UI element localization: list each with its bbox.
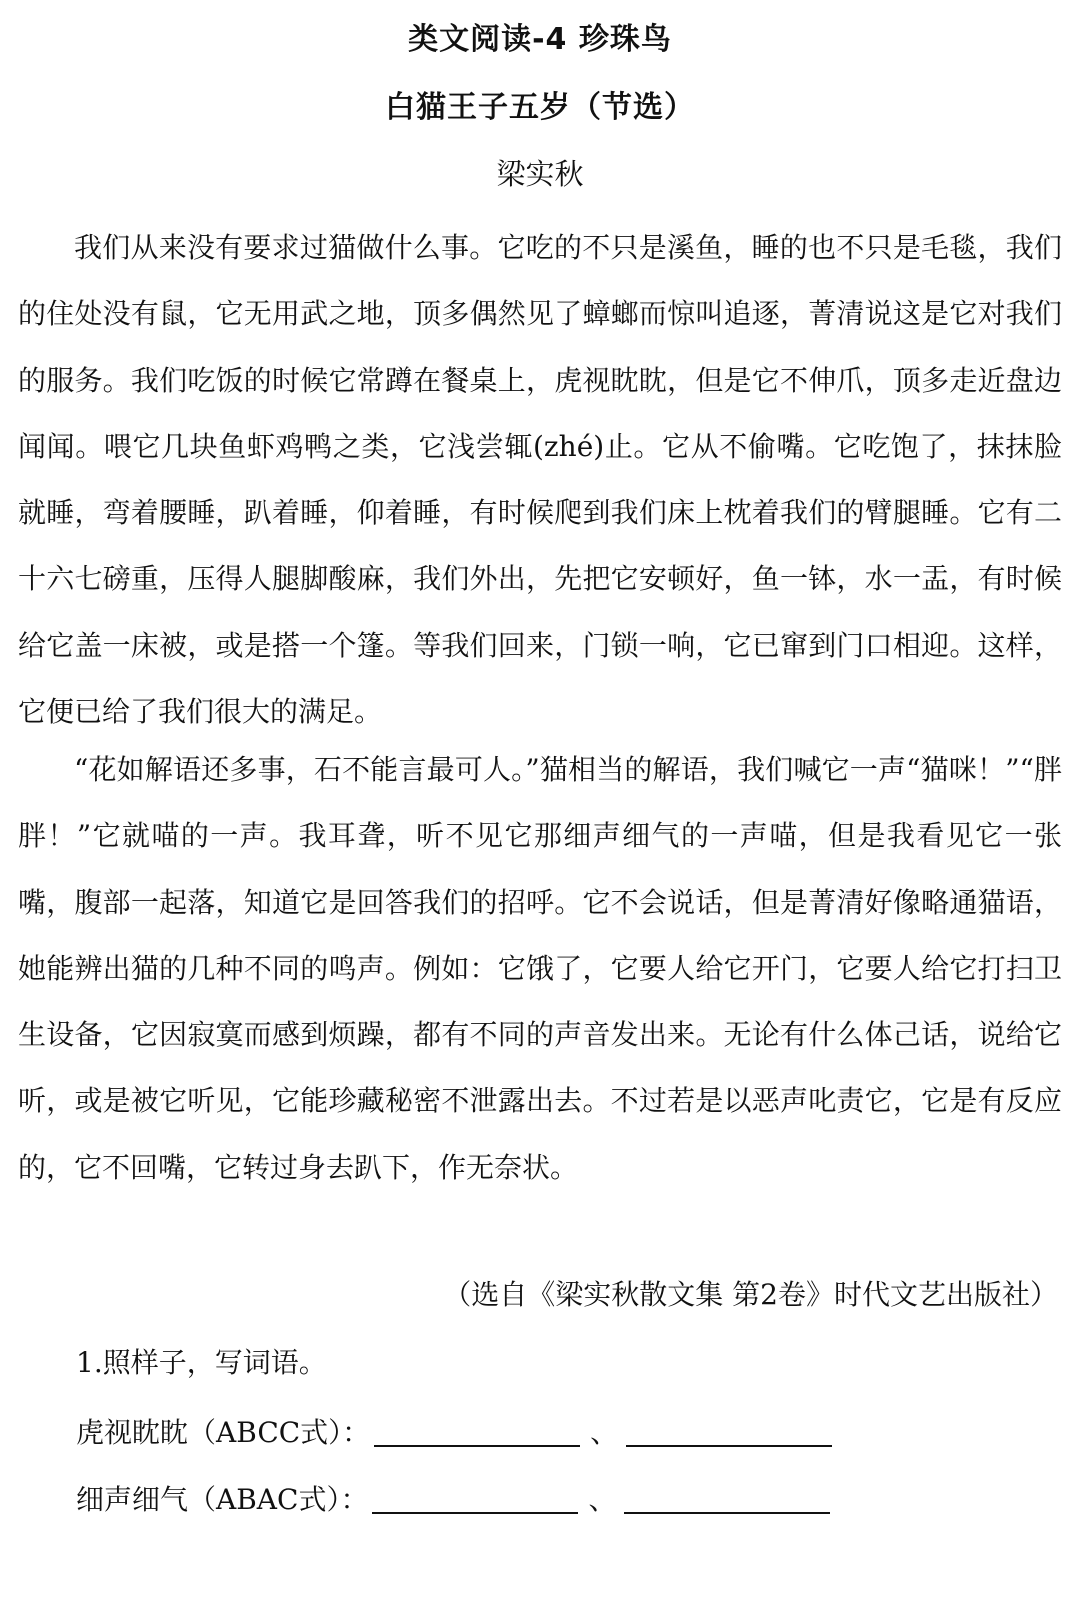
article-paragraph-1: 我们从来没有要求过猫做什么事。它吃的不只是溪鱼，睡的也不只是毛毯，我们的住处没有鼠，它无用武之地，顶多偶然见了蟑螂而惊叫追逐，菁清说这是它对我们的服务。我们吃饭的时候它常蹲在餐桌上，虎视眈眈，但是它不伸爪，顶多走近盘边闻闻。喂它几块鱼虾鸡鸭之类，它浅尝辄(zhé)止。它从不偷嘴。它吃饱了，抹抹脸就睡，弯着腰睡，趴着睡，仰着睡，有时候爬到我们床上枕着我们的臂腿睡。它有二十六七磅重，压得人腿脚酸麻，我们外出，先把它安顿好，鱼一钵，水一盂，有时候给它盖一床被，或是搭一个篷。等我们回来，门锁一响，它已窜到门口相迎。这样，它便已给了我们很大的满足。 [18,231,1062,729]
answer-blank-2[interactable] [626,1415,832,1447]
separator-mark: 、 [590,1416,619,1449]
answer-blank-3[interactable] [372,1482,578,1514]
question-row-abac [76,1465,834,1531]
article-paragraph-2: “花如解语还多事，石不能言最可人。”猫相当的解语，我们喊它一声“猫咪！”“胖胖！”它就喵的一声。我耳聋，听不见它那细声细气的一声喵，但是我看见它一张嘴，腹部一起落，知道它是回答我们的招呼。它不会说话，但是菁清好像略通猫语，她能辨出猫的几种不同的鸣声。例如：它饿了，它要人给它开门，它要人给它打扫卫生设备，它因寂寞而感到烦躁，都有不同的声音发出来。无论有什么体己话，说给它听，或是被它听见，它能珍藏秘密不泄露出去。不过若是以恶声叱责它，它是有反应的，它不回嘴，它转过身去趴下，作无奈状。 [18,753,1062,1184]
question-row-label: 虎视眈眈（ABCC式）： [76,1416,371,1449]
question-row-label: 细声细气（ABAC式）： [76,1483,369,1516]
answer-blank-4[interactable] [624,1482,830,1514]
separator-mark: 、 [588,1483,617,1516]
answer-blank-1[interactable] [374,1415,580,1447]
question-row-abcc [76,1398,836,1464]
question-1-title: 1.照样子，写词语。 [76,1346,327,1379]
article-author: 梁实秋 [496,157,584,191]
article-title: 白猫王子五岁（节选） [385,90,695,125]
article-source: （选自《梁实秋散文集 第2卷》时代文艺出版社） [443,1278,1058,1311]
page-title: 类文阅读-4 珍珠鸟 [408,22,672,57]
